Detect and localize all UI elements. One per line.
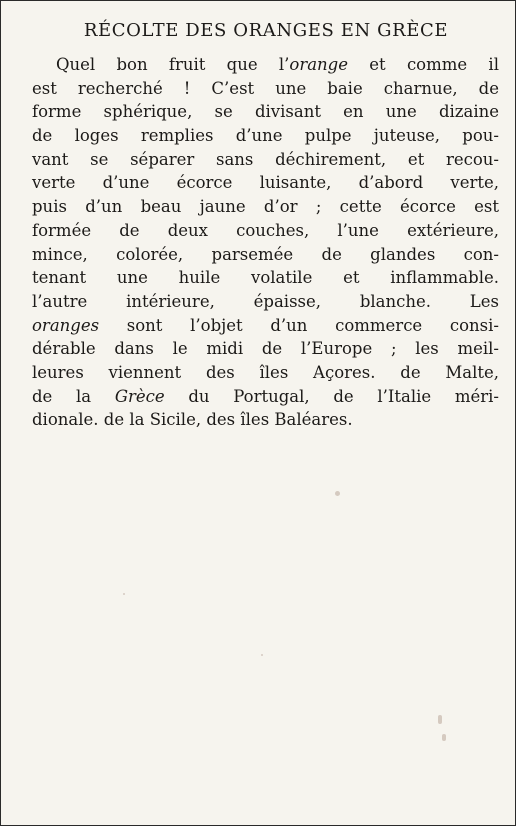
page-title: RÉCOLTE DES ORANGES EN GRÈCE (83, 20, 449, 41)
paper-speck (261, 654, 263, 656)
text-line: de la Grèce du Portugal, de l’Italie méri- (32, 386, 499, 406)
text-line: mince, colorée, parsemée de glandes con- (32, 244, 499, 264)
text-line: formée de deux couches, l’une extérieure, (32, 220, 499, 240)
text-line: dérable dans le midi de l’Europe ; les meil- (32, 339, 499, 359)
text-line: oranges sont l’objet d’un commerce consi- (32, 315, 499, 335)
text-line: verte d’une écorce luisante, d’abord verte, (32, 173, 499, 193)
text-line: puis d’un beau jaune d’or ; cette écorce est (32, 197, 499, 217)
text-line: leures viennent des îles Açores. de Malte, (32, 362, 499, 382)
paper-speck (335, 491, 340, 496)
text-line: l’autre intérieure, épaisse, blanche. Les (32, 291, 499, 311)
paper-speck (442, 734, 446, 741)
text-line: vant se séparer sans déchirement, et recou- (32, 149, 499, 169)
paper-speck (123, 593, 125, 595)
body-paragraph (32, 53, 499, 432)
text-line: est recherché ! C’est une baie charnue, de (32, 78, 499, 98)
text-line: tenant une huile volatile et inflammable. (32, 268, 499, 288)
text-line: dionale. de la Sicile, des îles Baléares. (32, 410, 353, 430)
text-line: de loges remplies d’une pulpe juteuse, pou- (32, 126, 499, 146)
paper-speck (438, 715, 442, 724)
text-line: Quel bon fruit que l’orange et comme il (56, 55, 499, 74)
text-line: forme sphérique, se divisant en une dizaine (32, 102, 499, 122)
